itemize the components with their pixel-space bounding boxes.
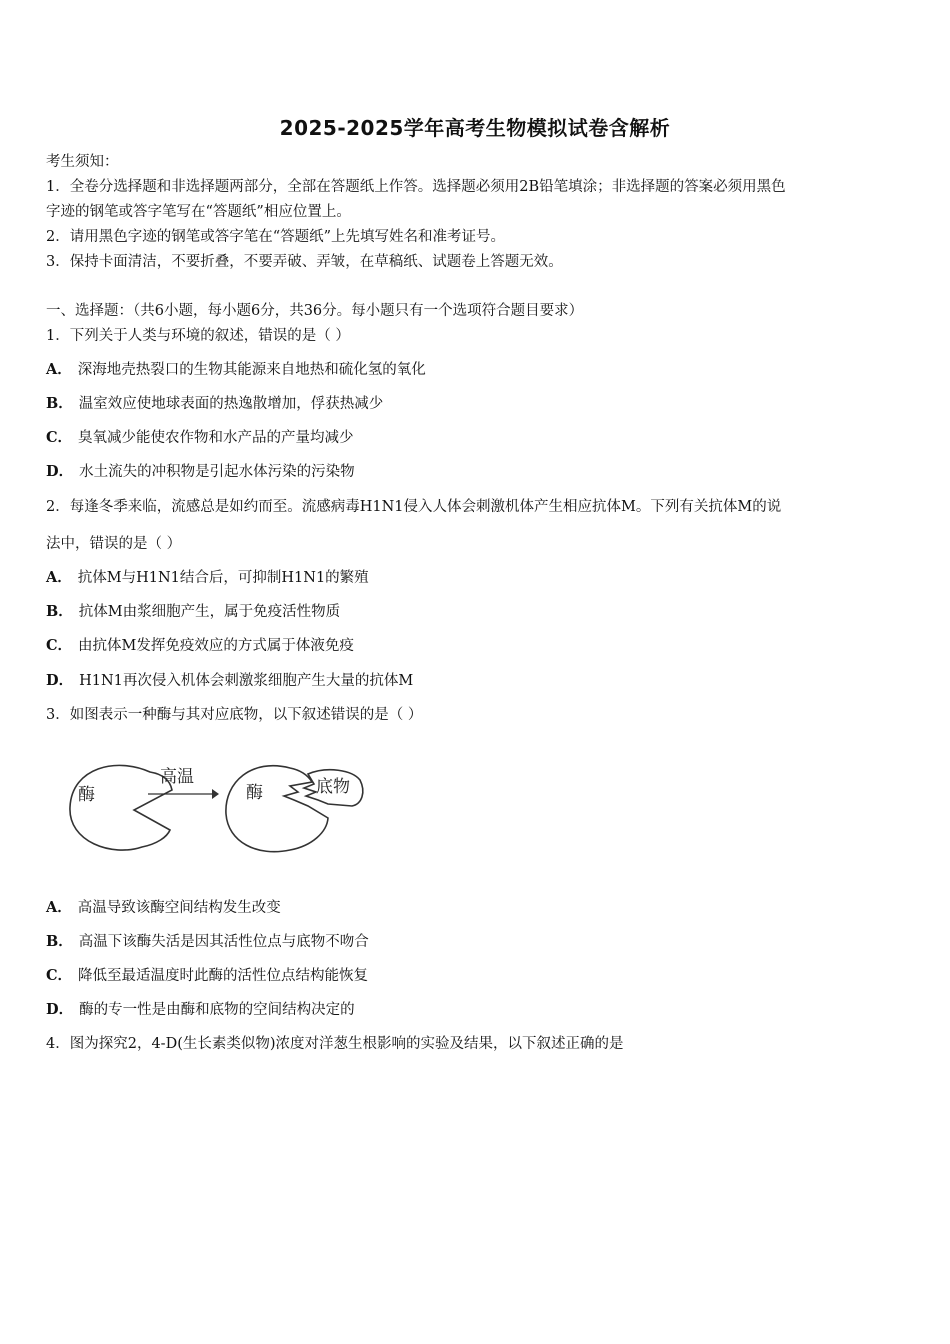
notice-heading: 考生须知： xyxy=(46,154,119,170)
arrow-label: 高温 xyxy=(160,767,194,787)
question-stem: 2．每逢冬季来临，流感总是如约而至。流感病毒H1N1侵入人体会刺激机体产生相应抗体M。下列有关抗体M的说 xyxy=(46,499,782,515)
section-heading: 一、选择题：（共6小题，每小题6分，共36分。每小题只有一个选项符合题目要求） xyxy=(46,303,584,319)
option-d xyxy=(46,671,906,691)
option-text: 水土流失的冲积物是引起水体污染的污染物 xyxy=(79,464,355,480)
option-key: A． xyxy=(46,569,72,586)
enzyme-shape-left xyxy=(70,765,172,850)
option-text: 深海地壳热裂口的生物其能源来自地热和硫化氢的氧化 xyxy=(77,362,426,378)
option-text: H1N1再次侵入机体会刺激浆细胞产生大量的抗体M xyxy=(79,673,414,689)
option-key: B． xyxy=(46,603,73,620)
option-a xyxy=(46,360,906,380)
option-a xyxy=(46,568,906,588)
enzyme-substrate-figure xyxy=(62,752,382,862)
substrate-label: 底物 xyxy=(316,777,350,797)
option-key: A． xyxy=(46,899,72,916)
option-key: D． xyxy=(46,1001,74,1018)
option-key: A． xyxy=(46,361,72,378)
option-c xyxy=(46,966,906,986)
question-stem: 1．下列关于人类与环境的叙述，错误的是（ ） xyxy=(46,328,350,344)
option-key: D． xyxy=(46,463,74,480)
option-text: 由抗体M发挥免疫效应的方式属于体液免疫 xyxy=(78,638,354,654)
option-d xyxy=(46,462,906,482)
notice-item: 2．请用黑色字迹的钢笔或答字笔在“答题纸”上先填写姓名和准考证号。 xyxy=(46,229,506,245)
option-text: 降低至最适温度时此酶的活性位点结构能恢复 xyxy=(78,968,369,984)
notice-item: 字迹的钢笔或答字笔写在“答题纸”相应位置上。 xyxy=(46,204,351,220)
option-b xyxy=(46,394,906,414)
option-key: C． xyxy=(46,967,73,984)
option-key: B． xyxy=(46,395,73,412)
option-a xyxy=(46,898,906,918)
arrow-head xyxy=(212,789,219,799)
notice-item: 3．保持卡面清洁，不要折叠，不要弄破、弄皱，在草稿纸、试题卷上答题无效。 xyxy=(46,254,563,270)
option-text: 高温下该酶失活是因其活性位点与底物不吻合 xyxy=(78,934,369,950)
enzyme-shape-right xyxy=(226,766,328,852)
option-b xyxy=(46,932,906,952)
option-text: 温室效应使地球表面的热逸散增加，俘获热减少 xyxy=(78,396,384,412)
option-text: 酶的专一性是由酶和底物的空间结构决定的 xyxy=(79,1002,355,1018)
option-key: C． xyxy=(46,637,73,654)
enzyme-label-right: 酶 xyxy=(246,783,263,803)
option-text: 抗体M与H1N1结合后，可抑制H1N1的繁殖 xyxy=(77,570,369,586)
question-stem-continued: 法中，错误的是（ ） xyxy=(46,536,182,552)
question-stem: 3．如图表示一种酶与其对应底物，以下叙述错误的是（ ） xyxy=(46,707,423,723)
option-c xyxy=(46,636,906,656)
option-text: 臭氧减少能使农作物和水产品的产量均减少 xyxy=(78,430,354,446)
notice-item: 1．全卷分选择题和非选择题两部分，全部在答题纸上作答。选择题必须用2B铅笔填涂；非选择题的答案必须用黑色 xyxy=(46,179,786,195)
option-key: C． xyxy=(46,429,73,446)
option-b xyxy=(46,602,906,622)
option-key: D． xyxy=(46,672,74,689)
option-c xyxy=(46,428,906,448)
enzyme-label-left: 酶 xyxy=(78,785,95,805)
page-title: 2025-2025学年高考生物模拟试卷含解析 xyxy=(279,116,671,140)
option-key: B． xyxy=(46,933,73,950)
option-d xyxy=(46,1000,906,1020)
option-text: 抗体M由浆细胞产生，属于免疫活性物质 xyxy=(78,604,341,620)
option-text: 高温导致该酶空间结构发生改变 xyxy=(77,900,281,916)
question-stem: 4．图为探究2，4-D(生长素类似物)浓度对洋葱生根影响的实验及结果，以下叙述正确的是 xyxy=(46,1036,624,1052)
